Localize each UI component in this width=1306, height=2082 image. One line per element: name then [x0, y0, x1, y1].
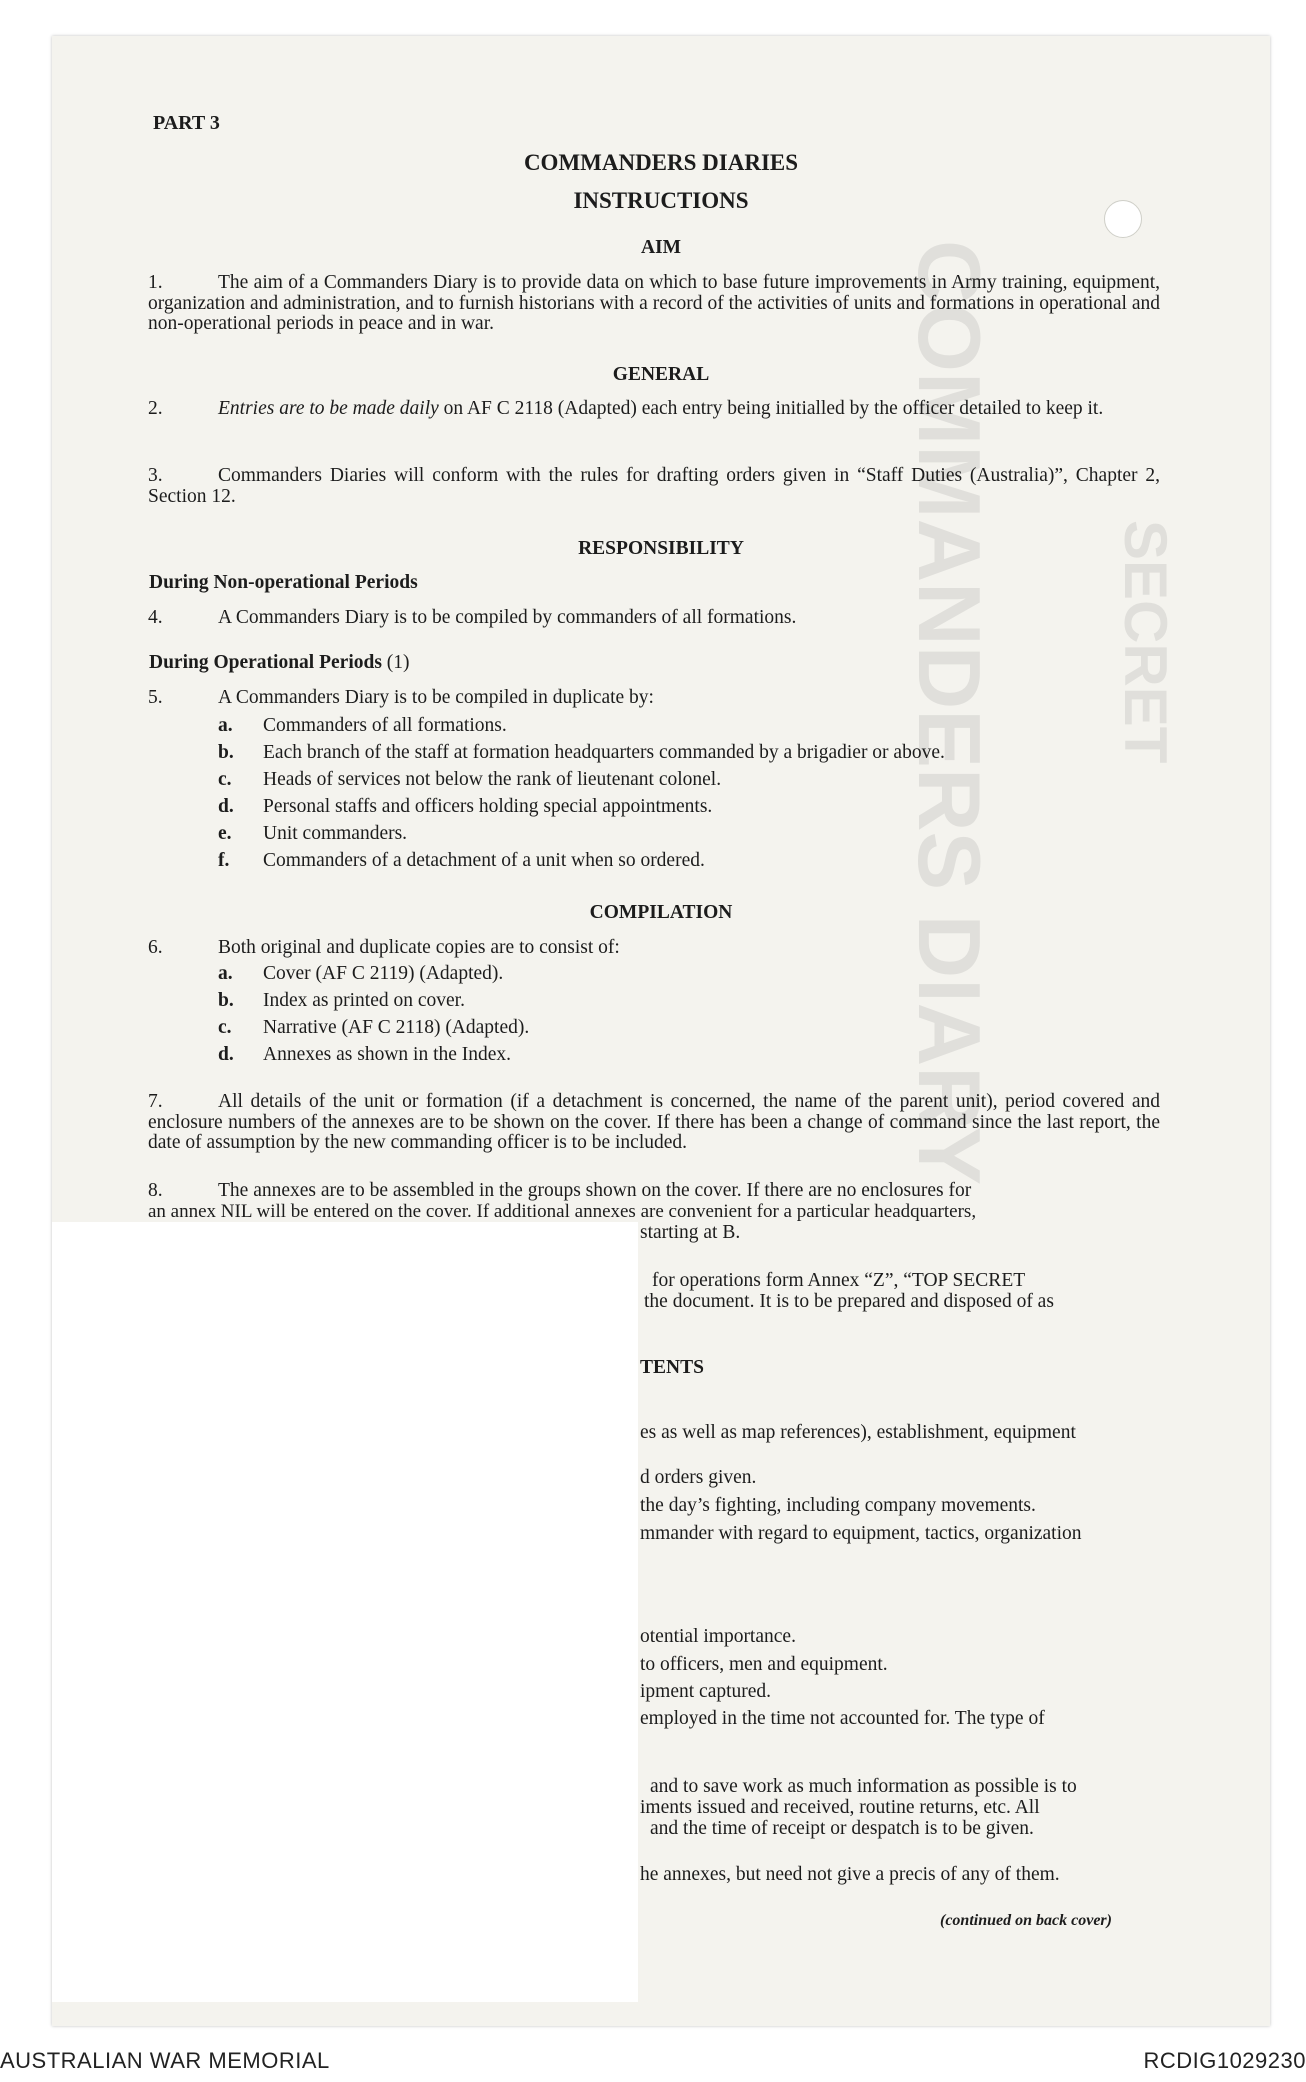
paragraph-6: [148, 937, 620, 958]
list-text: Annexes as shown in the Index.: [263, 1044, 512, 1065]
paragraph-number: 5.: [148, 687, 163, 708]
subheading-note: (1): [381, 652, 410, 673]
partial-text-line: employed in the time not accounted for. The type of: [640, 1708, 1045, 1729]
paragraph-3: [148, 466, 1160, 507]
list-text: Cover (AF C 2119) (Adapted).: [263, 963, 504, 984]
list-item: [218, 1044, 511, 1065]
partial-text-line: and the time of receipt or despatch is to be given.: [650, 1818, 1034, 1839]
responsibility-heading: RESPONSIBILITY: [578, 538, 744, 559]
partial-text-line: d orders given.: [640, 1467, 757, 1488]
list-letter: c.: [218, 1017, 232, 1038]
paragraph-text: A Commanders Diary is to be compiled in duplicate by:: [218, 687, 654, 708]
list-letter: b.: [218, 990, 234, 1011]
paragraph-text: All details of the unit or formation (if a detachment is concerned, the name of the parent unit), period covered and enclosure numbers of the annexes are to be shown on the cover. If there has been a change of command since the last report, the date of assumption by the new commanding officer is to be included.: [148, 1091, 1160, 1153]
paragraph-8-line-2: an annex NIL will be entered on the cover. If additional annexes are convenient for a particular headquarters,: [148, 1201, 977, 1222]
paragraph-number: 8.: [148, 1180, 163, 1201]
list-letter: a.: [218, 715, 233, 736]
partial-text-line: otential importance.: [640, 1626, 796, 1647]
paragraph-4: [148, 607, 796, 628]
list-text: Unit commanders.: [263, 823, 408, 844]
paragraph-7: [148, 1092, 1160, 1154]
continued-note: (continued on back cover): [940, 1912, 1112, 1929]
partial-text-line: he annexes, but need not give a precis of any of them.: [640, 1864, 1060, 1885]
list-text: Personal staffs and officers holding special appointments.: [263, 796, 713, 817]
list-item: [218, 796, 712, 817]
paragraph-text: The aim of a Commanders Diary is to provide data on which to base future improvements in Army training, equipment, organization and administration, and to furnish historians with a record of the activities of units and formations in operational and non-operational periods in peace and in war.: [148, 272, 1160, 334]
partial-text-line: mmander with regard to equipment, tactics, organization: [640, 1523, 1082, 1544]
paragraph-text: Commanders Diaries will conform with the rules for drafting orders given in “Staff Duties (Australia)”, Chapter 2, Section 12.: [148, 465, 1160, 507]
partial-text-line: and to save work as much information as possible is to: [650, 1776, 1077, 1797]
footer-id: RCDIG1029230: [1143, 2048, 1306, 2073]
list-letter: c.: [218, 769, 232, 790]
general-heading: GENERAL: [612, 364, 710, 385]
partial-text-line: starting at B.: [640, 1222, 741, 1243]
paragraph-number: 7.: [148, 1091, 163, 1112]
aim-heading: AIM: [640, 237, 682, 258]
list-text: Heads of services not below the rank of lieutenant colonel.: [263, 769, 722, 790]
paragraph-number: 1.: [148, 272, 163, 293]
subheading-text: During Operational Periods: [149, 652, 382, 673]
partial-text-line: es as well as map references), establishment, equipment: [640, 1422, 1076, 1443]
page-title: COMMANDERS DIARIES: [523, 150, 799, 175]
paragraph-text: Both original and duplicate copies are to consist of:: [218, 937, 620, 958]
partial-heading: TENTS: [640, 1357, 704, 1378]
paragraph-5: [148, 687, 654, 708]
list-letter: d.: [218, 1044, 234, 1065]
list-item: [218, 963, 503, 984]
paragraph-1: [148, 273, 1160, 335]
list-letter: a.: [218, 963, 233, 984]
paragraph-number: 3.: [148, 465, 163, 486]
page-subtitle: INSTRUCTIONS: [573, 188, 749, 213]
list-item: [218, 715, 507, 736]
list-item: [218, 769, 721, 790]
partial-text-line: for operations form Annex “Z”, “TOP SECRET: [652, 1270, 1026, 1291]
compilation-heading: COMPILATION: [589, 902, 733, 923]
partial-text-line: to officers, men and equipment.: [640, 1654, 888, 1675]
list-letter: f.: [218, 850, 230, 871]
subheading-non-operational: During Non-operational Periods: [149, 572, 418, 593]
list-text: Commanders of a detachment of a unit when so ordered.: [263, 850, 705, 871]
subheading-operational: [149, 652, 410, 674]
paragraph-number: 2.: [148, 398, 163, 419]
list-item: [218, 990, 465, 1011]
list-item: [218, 823, 407, 844]
list-text: Index as printed on cover.: [263, 990, 465, 1011]
paragraph-text: A Commanders Diary is to be compiled by commanders of all formations.: [218, 607, 797, 628]
paragraph-2: [148, 399, 1160, 420]
list-text: Commanders of all formations.: [263, 715, 507, 736]
list-letter: e.: [218, 823, 232, 844]
paragraph-8: [148, 1180, 971, 1201]
partial-text-line: ipment captured.: [640, 1681, 772, 1702]
paragraph-number: 6.: [148, 937, 163, 958]
list-text: Each branch of the staff at formation headquarters commanded by a brigadier or above.: [263, 742, 945, 763]
partial-text-line: iments issued and received, routine returns, etc. All: [640, 1797, 1040, 1818]
paragraph-number: 4.: [148, 607, 163, 628]
partial-text-line: the document. It is to be prepared and disposed of as: [644, 1291, 1054, 1312]
paragraph-text: The annexes are to be assembled in the groups shown on the cover. If there are no enclosures for: [218, 1180, 972, 1201]
part-label: PART 3: [153, 112, 220, 134]
list-item: [218, 742, 945, 763]
list-item: [218, 850, 705, 871]
obscuring-paper: [52, 1222, 638, 2002]
paragraph-text: on AF C 2118 (Adapted) each entry being initialled by the officer detailed to keep it.: [438, 398, 1104, 419]
footer-source: AUSTRALIAN WAR MEMORIAL: [0, 2048, 330, 2073]
list-letter: b.: [218, 742, 234, 763]
partial-text-line: the day’s fighting, including company movements.: [640, 1495, 1036, 1516]
list-letter: d.: [218, 796, 234, 817]
paragraph-emphasis: Entries are to be made daily: [218, 398, 439, 419]
list-text: Narrative (AF C 2118) (Adapted).: [263, 1017, 530, 1038]
list-item: [218, 1017, 529, 1038]
